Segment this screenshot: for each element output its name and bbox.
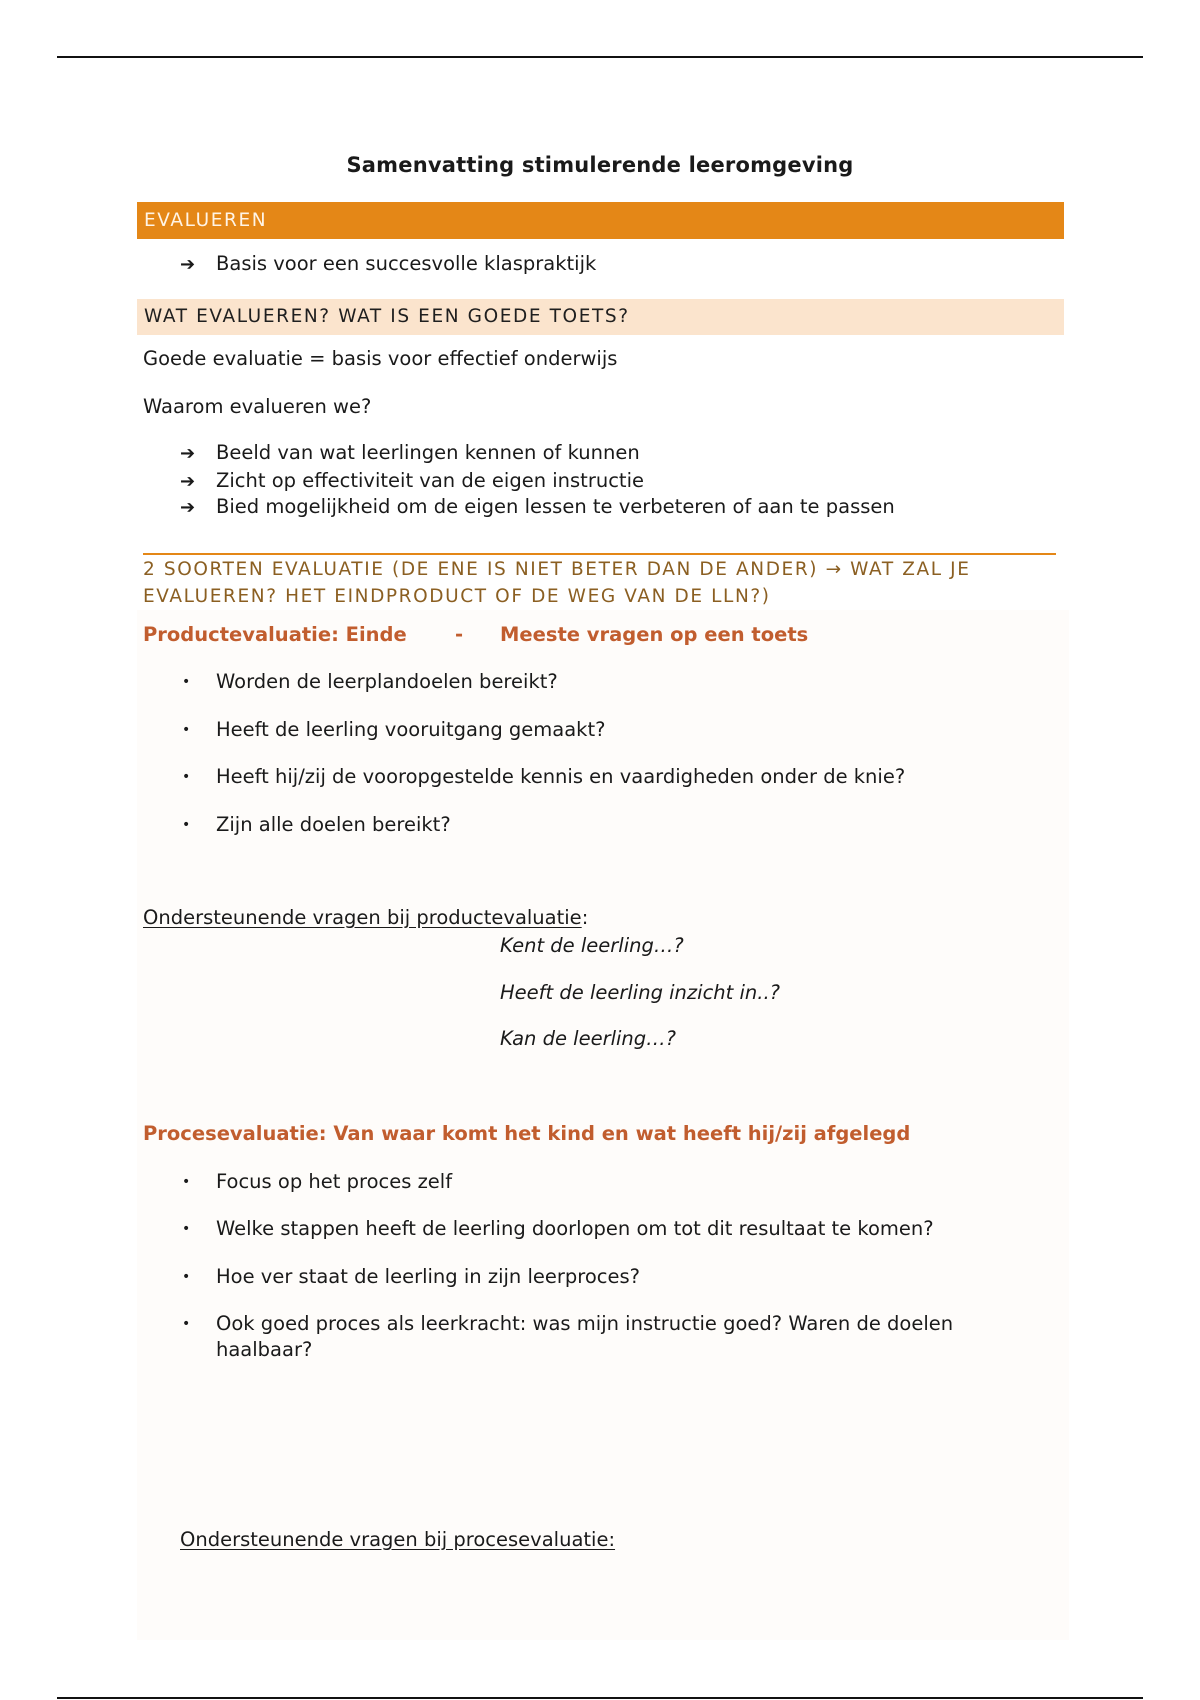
bullet-list-item: • Zijn alle doelen bereikt?	[182, 813, 451, 836]
arrow-icon: ➔	[180, 254, 196, 275]
paragraph: Goede evaluatie = basis voor effectief onderwijs	[143, 347, 618, 370]
bullet-list-item: • Worden de leerplandoelen bereikt?	[182, 670, 558, 693]
bullet-list-item: • Heeft de leerling vooruitgang gemaakt?	[182, 718, 606, 741]
page-bottom-rule	[57, 1697, 1143, 1699]
arrow-icon: ➔	[180, 471, 196, 492]
subheading-productevaluatie: Productevaluatie: Einde	[143, 623, 407, 646]
support-question: Kan de leerling…?	[500, 1027, 677, 1050]
bullet-icon: •	[182, 817, 191, 833]
bullet-list-item: • Ook goed proces als leerkracht: was mijn instructie goed? Waren de doelen	[182, 1312, 954, 1335]
bullet-icon: •	[182, 769, 191, 785]
arrow-icon: ➔	[180, 497, 196, 518]
heading-soorten-evaluatie: 2 SOORTEN EVALUATIE (DE ENE IS NIET BETER DAN DE ANDER) → WAT ZAL JE EVALUEREN? HET EINDPRODUCT OF DE WEG VAN DE LLN?)	[143, 559, 971, 607]
page-top-rule	[57, 56, 1143, 58]
support-questions-label: Ondersteunende vragen bij productevaluatie:	[143, 906, 589, 929]
subheading-productevaluatie-detail: Meeste vragen op een toets	[500, 623, 809, 646]
subheading-procesevaluatie: Procesevaluatie: Van waar komt het kind en wat heeft hij/zij afgelegd	[143, 1122, 911, 1145]
bullet-icon: •	[182, 722, 191, 738]
support-question: Kent de leerling…?	[500, 934, 684, 957]
paragraph: Waarom evalueren we?	[143, 395, 372, 418]
bullet-icon: •	[182, 1174, 191, 1190]
arrow-list-item: ➔ Beeld van wat leerlingen kennen of kunnen	[180, 440, 640, 467]
heading-wat-evalueren: WAT EVALUEREN? WAT IS EEN GOEDE TOETS?	[137, 299, 1064, 335]
section-divider	[143, 553, 1056, 555]
arrow-list-item: ➔ Basis voor een succesvolle klaspraktijk	[180, 251, 596, 278]
arrow-list-item: ➔ Zicht op effectiviteit van de eigen instructie	[180, 468, 644, 495]
arrow-list-item: ➔ Bied mogelijkheid om de eigen lessen te verbeteren of aan te passen	[180, 494, 895, 521]
bullet-icon: •	[182, 1316, 191, 1332]
subheading-separator: -	[455, 623, 464, 646]
bullet-list-item: • Focus op het proces zelf	[182, 1170, 453, 1193]
document-title: Samenvatting stimulerende leeromgeving	[346, 153, 854, 177]
bullet-list-item: • Hoe ver staat de leerling in zijn leerproces?	[182, 1265, 641, 1288]
support-questions-label: Ondersteunende vragen bij procesevaluatie:	[180, 1528, 616, 1551]
bullet-list-item: • Heeft hij/zij de vooropgestelde kennis en vaardigheden onder de knie?	[182, 765, 906, 788]
bullet-icon: •	[182, 1221, 191, 1237]
heading-evalueren: EVALUEREN	[137, 202, 1064, 239]
bullet-list-item: • Welke stappen heeft de leerling doorlopen om tot dit resultaat te komen?	[182, 1217, 934, 1240]
arrow-icon: ➔	[180, 443, 196, 464]
bullet-icon: •	[182, 674, 191, 690]
support-question: Heeft de leerling inzicht in..?	[500, 981, 781, 1004]
bullet-icon: •	[182, 1269, 191, 1285]
bullet-continuation: haalbaar?	[216, 1338, 313, 1361]
